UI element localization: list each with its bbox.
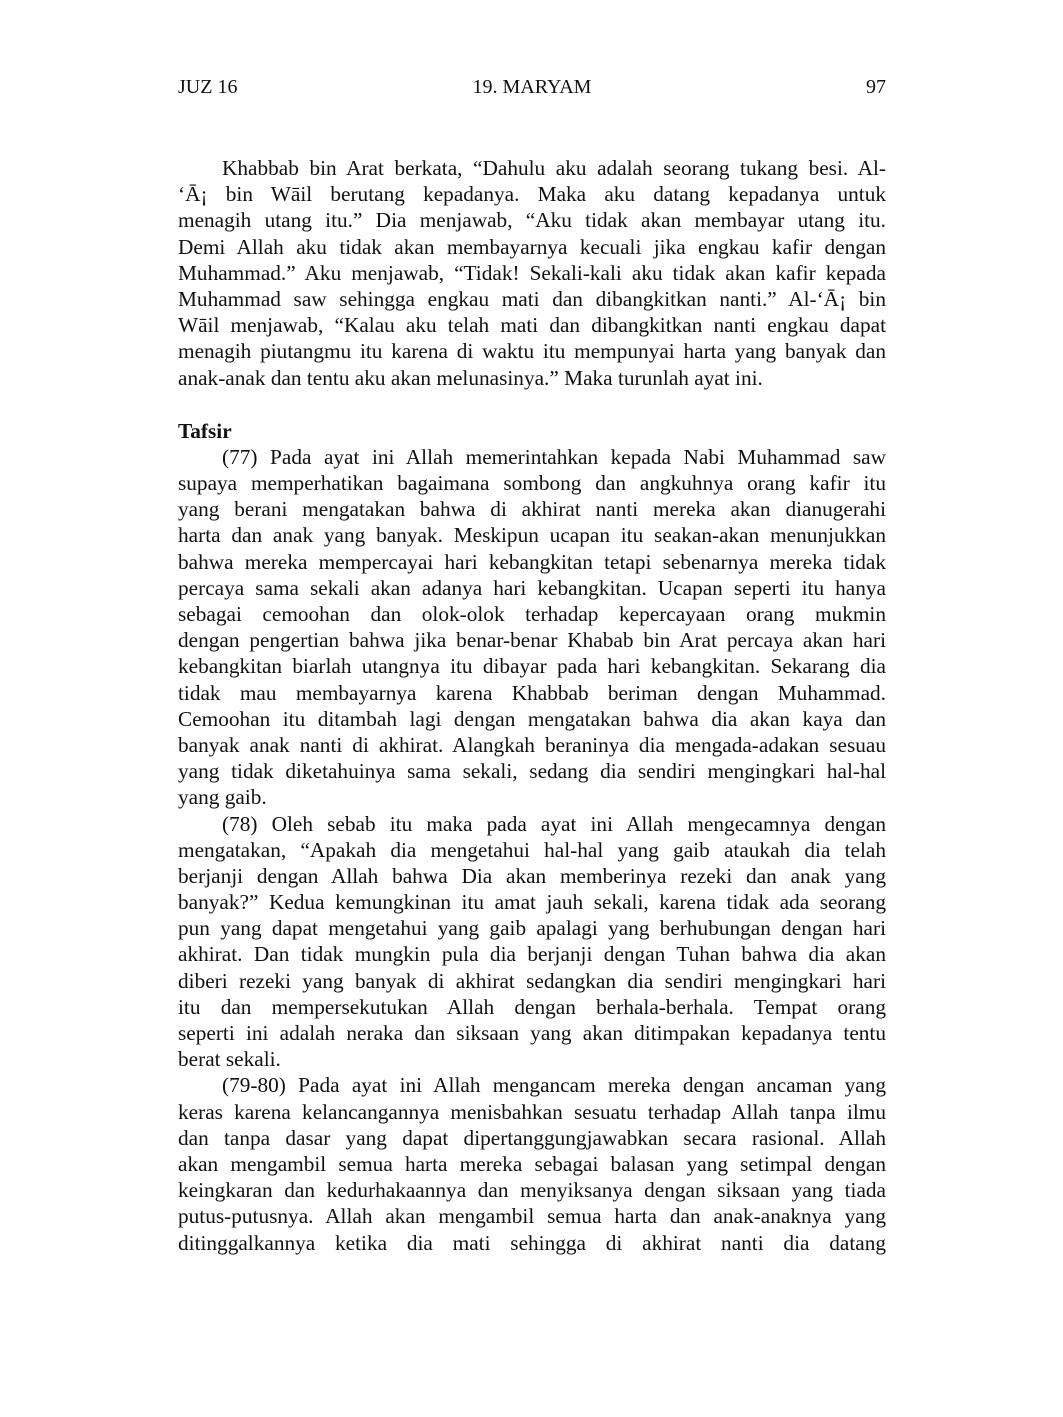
intro-paragraph (178, 155, 886, 391)
spacer (178, 391, 886, 418)
text-line: dan tanpa dasar yang dapat dipertanggungjawabkan secara rasional. Allah (178, 1125, 886, 1150)
text-line: yang gaib. (178, 785, 267, 810)
text-line: percaya sama sekali akan adanya hari kebangkitan. Ucapan seperti itu hanya (178, 575, 886, 600)
text-line: tidak mau membayarnya karena Khabbab beriman dengan Muhammad. (178, 680, 886, 705)
text-line: akhirat. Dan tidak mungkin pula dia berjanji dengan Tuhan bahwa dia akan (178, 942, 886, 967)
surah-title: 19. MARYAM (472, 76, 592, 98)
text-line: berjanji dengan Allah bahwa Dia akan memberinya rezeki dan anak yang (178, 863, 886, 888)
text-line: seperti ini adalah neraka dan siksaan yang akan ditimpakan kepadanya tentu (178, 1021, 886, 1045)
text-line: (78) Oleh sebab itu maka pada ayat ini Allah mengecamnya dengan (222, 811, 886, 836)
text-line: itu dan mempersekutukan Allah dengan berhala-berhala. Tempat orang (178, 994, 886, 1019)
text-line: keras karena kelancangannya menisbahkan sesuatu terhadap Allah tanpa ilmu (178, 1099, 886, 1124)
text-line: Muhammad saw sehingga engkau mati dan dibangkitkan nanti.” Al-‘Ā¡ bin (178, 286, 886, 311)
text-line: berat sekali. (178, 1047, 281, 1072)
text-line: banyak anak nanti di akhirat. Alangkah beraninya dia mengada-adakan sesuau (178, 732, 886, 757)
text-line: (79-80) Pada ayat ini Allah mengancam mereka dengan ancaman yang (222, 1073, 886, 1098)
section-heading-tafsir: Tafsir (178, 418, 232, 443)
text-line: yang tidak diketahuinya sama sekali, sedang dia sendiri mengingkari hal-hal (178, 759, 886, 784)
text-line: putus-putusnya. Allah akan mengambil semua harta dan anak-anaknya yang (178, 1204, 886, 1229)
tafsir-paragraph-77 (178, 444, 886, 811)
text-line: Wāil menjawab, “Kalau aku telah mati dan dibangkitkan nanti engkau dapat (178, 313, 886, 338)
text-line: Khabbab bin Arat berkata, “Dahulu aku adalah seorang tukang besi. Al- (222, 156, 886, 180)
text-line: anak-anak dan tentu aku akan melunasinya.” Maka turunlah ayat ini. (178, 365, 763, 390)
text-line: ditinggalkannya ketika dia mati sehingga di akhirat nanti dia datang (178, 1230, 886, 1255)
text-line: menagih piutangmu itu karena di waktu itu mempunyai harta yang banyak dan (178, 339, 886, 364)
text-line: pun yang dapat mengetahui yang gaib apalagi yang berhubungan dengan hari (178, 916, 886, 941)
text-line: Cemoohan itu ditambah lagi dengan mengatakan bahwa dia akan kaya dan (178, 706, 886, 731)
text-line: kebangkitan biarlah utangnya itu dibayar pada hari kebangkitan. Sekarang dia (178, 654, 886, 679)
text-line: harta dan anak yang banyak. Meskipun ucapan itu seakan-akan menunjukkan (178, 523, 886, 548)
text-line: (77) Pada ayat ini Allah memerintahkan kepada Nabi Muhammad saw (222, 444, 886, 469)
text-line: keingkaran dan kedurhakaannya dan menyiksanya dengan siksaan yang tiada (178, 1178, 886, 1203)
text-line: Muhammad.” Aku menjawab, “Tidak! Sekali-kali aku tidak akan kafir kepada (178, 260, 886, 285)
tafsir-paragraph-79-80 (178, 1072, 886, 1255)
juz-label: JUZ 16 (178, 76, 238, 98)
tafsir-paragraph-78 (178, 811, 886, 1073)
text-line: Demi Allah aku tidak akan membayarnya kecuali jika engkau kafir dengan (178, 234, 886, 259)
text-line: yang berani mengatakan bahwa di akhirat nanti mereka akan dianugerahi (178, 497, 886, 522)
text-line: akan mengambil semua harta mereka sebagai balasan yang setimpal dengan (178, 1151, 886, 1176)
text-line: bahwa mereka mempercayai hari kebangkitan tetapi sebenarnya mereka tidak (178, 549, 886, 574)
running-header (178, 72, 886, 102)
page-number: 97 (866, 76, 886, 98)
page-body (178, 155, 886, 1256)
text-line: sebagai cemoohan dan olok-olok terhadap kepercayaan orang mukmin (178, 602, 886, 626)
text-line: supaya memperhatikan bagaimana sombong dan angkuhnya orang kafir itu (178, 471, 886, 496)
text-line: banyak?” Kedua kemungkinan itu amat jauh sekali, karena tidak ada seorang (178, 890, 886, 915)
text-line: mengatakan, “Apakah dia mengetahui hal-hal yang gaib ataukah dia telah (178, 837, 886, 862)
text-line: dengan pengertian bahwa jika benar-benar Khabab bin Arat percaya akan hari (178, 628, 886, 653)
text-line: menagih utang itu.” Dia menjawab, “Aku tidak akan membayar utang itu. (178, 208, 886, 233)
text-line: ‘Ā¡ bin Wāil berutang kepadanya. Maka aku datang kepadanya untuk (178, 182, 886, 207)
text-line: diberi rezeki yang banyak di akhirat sedangkan dia sendiri mengingkari hari (178, 968, 886, 993)
